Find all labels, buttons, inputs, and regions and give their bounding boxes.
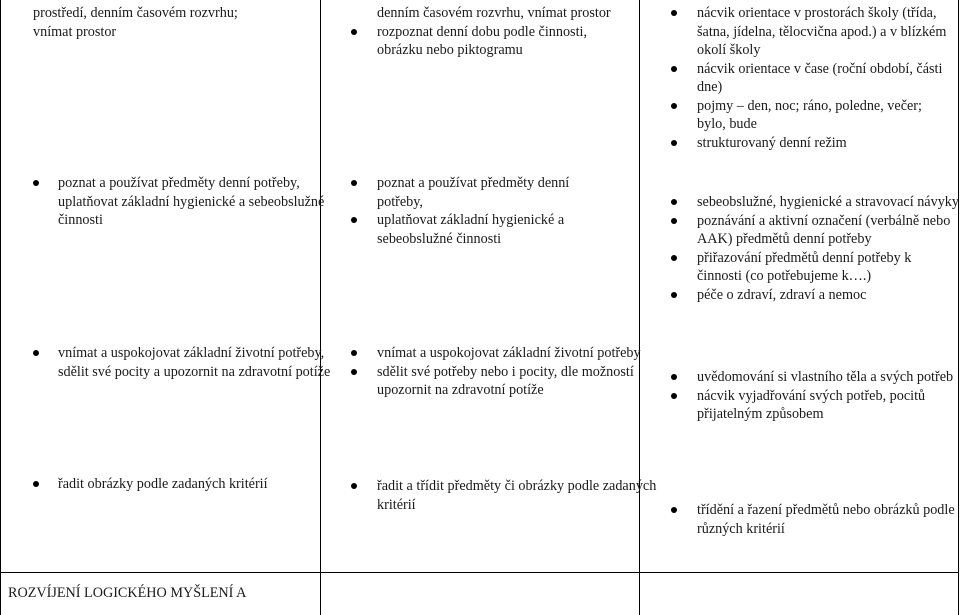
row1-col2-item (351, 23, 627, 60)
list-item-text: poznat a používat předměty denní potřeby, uplatňovat základní hygienické a sebeobslužné činnosti (58, 175, 325, 228)
bullet-icon (671, 507, 677, 513)
row1-col1-cell (33, 4, 317, 41)
list-item-text: vnímat a uspokojovat základní životní potřeby (377, 345, 641, 361)
list-item-text: řadit obrázky podle zadaných kritérií (58, 476, 268, 492)
bullet-icon (671, 255, 677, 261)
row3-col3-item-1 (671, 368, 960, 387)
row1-col3-item-1 (671, 4, 959, 60)
row2-col3-item-1 (671, 193, 959, 212)
row2-col2-item-1 (351, 174, 607, 211)
row2-col3-cell (671, 193, 959, 304)
list-item-text: sdělit své potřeby nebo i pocity, dle možností upozornit na zdravotní potíže (377, 363, 634, 398)
row1-col3-item-3 (671, 97, 947, 134)
bullet-icon (351, 217, 357, 223)
bullet-icon (671, 393, 677, 399)
list-item-text: poznat a používat předměty denní potřeby, (377, 175, 570, 210)
row2-col3-item-3 (671, 249, 937, 286)
list-item-text: strukturovaný denní režim (697, 134, 847, 151)
row1-col2-cell (351, 4, 633, 60)
list-item-text: sebeobslužné, hygienické a stravovací návyky (697, 194, 959, 210)
bullet-icon (33, 180, 39, 186)
column-divider-2 (639, 0, 640, 615)
bullet-icon (351, 180, 357, 186)
row1-col3-item-2 (671, 60, 959, 97)
row3-col3-cell (671, 368, 956, 424)
list-item-text: přiřazování předmětů denní potřeby k činnosti (co potřebujeme k….) (697, 249, 912, 284)
list-item-text: rozpoznat denní dobu podle činnosti, obrázku nebo piktogramu (377, 23, 588, 58)
list-item-text: nácvik vyjadřování svých potřeb, pocitů přijatelným způsobem (697, 387, 926, 422)
bullet-icon (351, 483, 357, 489)
row4-col3-item (671, 501, 960, 538)
row3-col2-cell (351, 344, 641, 400)
row4-col1-cell (33, 475, 317, 494)
list-item-text: nácvik orientace v čase (roční období, části dne) (697, 60, 943, 95)
bullet-icon (351, 350, 357, 356)
row1-col3-cell (671, 4, 956, 152)
row2-col3-item-2 (671, 212, 960, 249)
table-border-left (0, 0, 1, 615)
list-item-text: pojmy – den, noc; ráno, poledne, večer; bylo, bude (697, 97, 922, 132)
list-item-text: nácvik orientace v prostorách školy (třída, šatna, jídelna, tělocvična apod.) a v blízkém okolí školy (697, 5, 947, 58)
section-divider (0, 572, 959, 573)
bullet-icon (671, 103, 677, 109)
row3-col1-cell (33, 344, 331, 381)
list-item-text: uvědomování si vlastního těla a svých potřeb (697, 369, 954, 385)
row4-col2-item (351, 477, 659, 514)
bullet-icon (671, 374, 677, 380)
row4-col3-cell (671, 501, 956, 538)
row3-col2-item-1 (351, 344, 652, 363)
list-item-text: třídění a řazení předmětů nebo obrázků podle různých kritérií (697, 502, 955, 537)
row4-col1-item (33, 475, 340, 494)
row3-col1-item (33, 344, 340, 381)
list-item-text: vnímat a uspokojovat základní životní potřeby, sdělit své pocity a upozornit na zdravotní potíže (58, 345, 331, 380)
row3-col3-item-2 (671, 387, 959, 424)
bullet-icon (671, 292, 677, 298)
row4-col2-cell (351, 477, 657, 514)
row2-col2-cell (351, 174, 633, 248)
row1-col2-text: denním časovém rozvrhu, vnímat prostor (377, 5, 611, 21)
bullet-icon (671, 10, 677, 16)
row3-col2-item-2 (351, 363, 657, 400)
bullet-icon (33, 350, 39, 356)
row2-col1-cell (33, 174, 325, 230)
row1-col1-text: prostředí, denním časovém rozvrhu; vnímat prostor (33, 5, 238, 40)
list-item-text: péče o zdraví, zdraví a nemoc (697, 286, 867, 303)
column-divider-1 (320, 0, 321, 615)
list-item-text: řadit a třídit předměty či obrázky podle zadaných kritérií (377, 478, 657, 513)
bullet-icon (33, 481, 39, 487)
row2-col3-item-4 (671, 286, 960, 305)
bullet-icon (671, 199, 677, 205)
row2-col2-item-2 (351, 211, 617, 248)
row2-col1-item (33, 174, 328, 230)
bullet-icon (671, 66, 677, 72)
bullet-icon (351, 29, 357, 35)
section-heading: ROZVÍJENÍ LOGICKÉHO MYŠLENÍ A (8, 585, 247, 601)
bullet-icon (351, 369, 357, 375)
bullet-icon (671, 218, 677, 224)
row1-col3-item-4 (671, 134, 959, 153)
bullet-icon (671, 140, 677, 146)
list-item-text: poznávání a aktivní označení (verbálně nebo AAK) předmětů denní potřeby (697, 212, 951, 247)
list-item-text: uplatňovat základní hygienické a sebeobslužné činnosti (377, 212, 565, 247)
